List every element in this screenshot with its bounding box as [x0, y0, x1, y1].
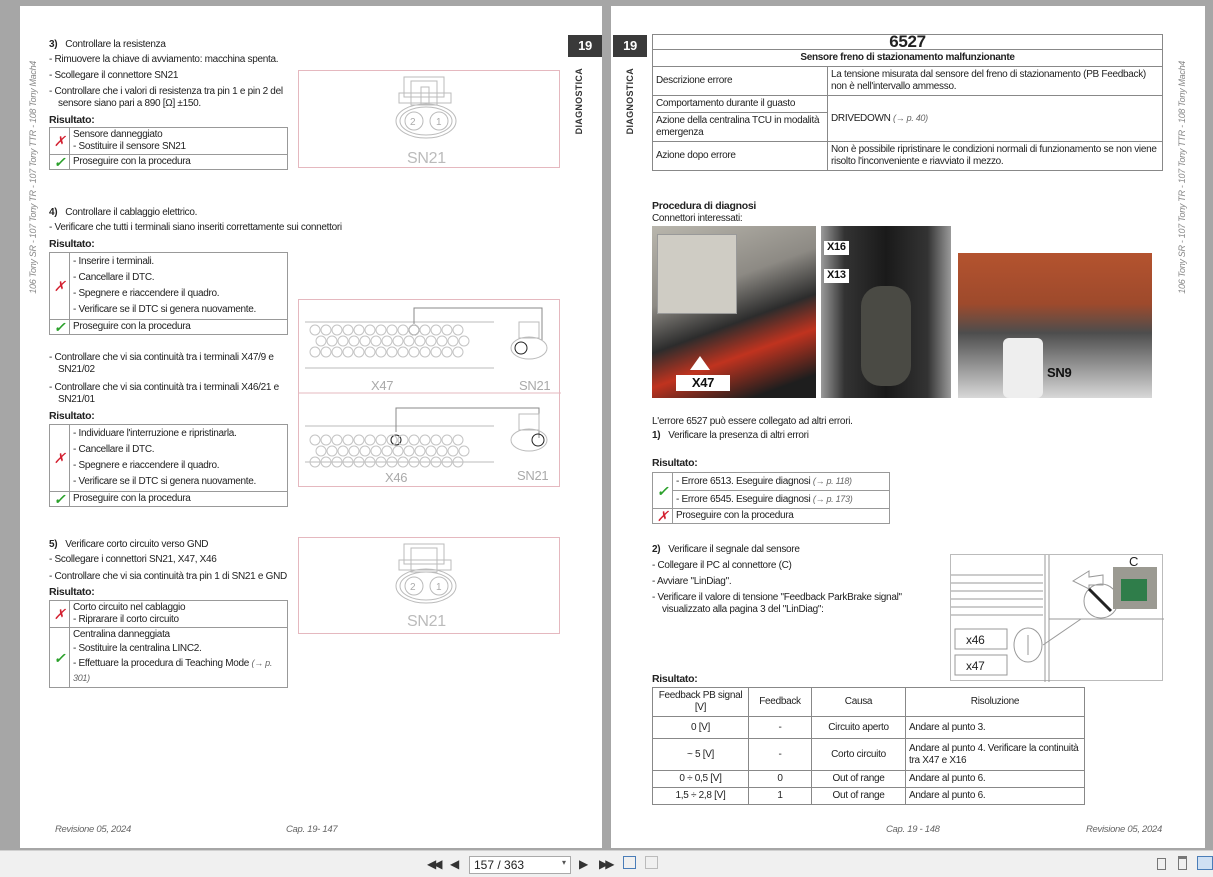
row-label: Azione della centralina TCU in modalità emergenza: [653, 113, 828, 142]
fail-item: - Cancellare il DTC.: [73, 270, 284, 286]
svg-text:2: 2: [410, 582, 416, 593]
row-label: Azione dopo errore: [653, 142, 828, 171]
two-page-icon[interactable]: [1197, 856, 1213, 870]
fail-item: - Individuare l'interruzione e ripristinarla.: [73, 426, 284, 442]
step-4-item: - Verificare che tutti i terminali siano inseriti correttamente sui connettori: [49, 222, 342, 234]
fail-item: - Spegnere e riaccendere il quadro.: [73, 286, 284, 302]
signal-result-table: [652, 687, 1085, 805]
left-page: [20, 6, 602, 848]
error-code: 6527: [653, 35, 1163, 50]
cell: Circuito aperto: [812, 717, 906, 739]
cell: -: [749, 739, 812, 771]
page-ref-link[interactable]: (→ p. 301): [73, 658, 273, 683]
prev-page-icon[interactable]: ◀: [450, 857, 460, 871]
page-ref-link[interactable]: (→ p. 118): [812, 476, 852, 486]
col-header: Feedback PB signal [V]: [653, 688, 749, 717]
cell: 0 ÷ 0,5 [V]: [653, 771, 749, 788]
fail-item: - Verificare se il DTC si genera nuovamente.: [73, 302, 284, 318]
connectors-label: Connettori interessati:: [652, 213, 743, 224]
step-2-item: - Collegare il PC al connettore (C): [652, 560, 792, 572]
result-label: Risultato:: [49, 410, 95, 422]
chapter-tab-number: 19: [568, 35, 602, 57]
photo-x47-connector: [652, 226, 816, 398]
fail-item: - Verificare se il DTC si genera nuovamente.: [73, 474, 284, 490]
cell: Andare al punto 6.: [906, 771, 1085, 788]
ok-text: Proseguire con la procedura: [70, 492, 288, 507]
ok-check-icon: ✓: [653, 473, 673, 509]
fail-item: - Cancellare il DTC.: [73, 442, 284, 458]
col-header: Causa: [812, 688, 906, 717]
fail-text: Proseguire con la procedura: [673, 509, 890, 524]
result-table-step3: [49, 127, 288, 170]
svg-text:x46: x46: [966, 633, 985, 647]
page-ref-link[interactable]: (→ p. 173): [812, 494, 853, 504]
ok-item: - Errore 6545. Eseguire diagnosi (→ p. 173): [676, 494, 852, 505]
cell: 0: [749, 771, 812, 788]
label-sn9: SN9: [1047, 365, 1072, 380]
first-page-icon[interactable]: ◀◀: [427, 857, 440, 871]
step-4-item: - Controllare che vi sia continuità tra i terminali X46/21 e SN21/01: [49, 382, 293, 406]
sn21-connector-figure: [298, 70, 560, 168]
svg-text:SN21: SN21: [407, 613, 446, 630]
photo-x16-x13-connectors: [821, 226, 951, 398]
row-value: La tensione misurata dal sensore del freno di stazionamento (PB Feedback) non è nell'intervallo ammesso.: [828, 67, 1163, 96]
col-header: Feedback: [749, 688, 812, 717]
svg-text:1: 1: [436, 582, 442, 593]
step-1-title: 1) Verificare la presenza di altri errori: [652, 430, 809, 441]
result-table-step4b: [49, 424, 288, 507]
step-3-item: - Rimuovere la chiave di avviamento: macchina spenta.: [49, 54, 278, 66]
fail-x-icon: ✗: [50, 601, 70, 628]
last-page-icon[interactable]: ▶▶: [599, 857, 612, 871]
cell: Out of range: [812, 771, 906, 788]
result-label: Risultato:: [49, 238, 95, 250]
fail-item: - Sostituire il sensore SN21: [73, 141, 284, 153]
svg-text:2: 2: [410, 117, 416, 128]
row-value: DRIVEDOWN (→ p. 40): [828, 96, 1163, 142]
chapter-tab-label: DIAGNOSTICA: [625, 68, 635, 135]
cell: 1: [749, 788, 812, 805]
chapter-tab-label: DIAGNOSTICA: [574, 68, 584, 135]
cell: -: [749, 717, 812, 739]
result-table-step5: [49, 600, 288, 688]
footer-page-number: Cap. 19- 147: [286, 824, 338, 835]
svg-text:SN21: SN21: [407, 150, 446, 167]
label-x47: X47: [676, 375, 730, 391]
fail-title: Sensore danneggiato: [73, 129, 163, 140]
ok-item: - Sostituire la centralina LINC2.: [73, 641, 284, 656]
sn21-connector-figure-2: [298, 537, 560, 634]
ok-item: - Errore 6513. Eseguire diagnosi (→ p. 118): [676, 476, 852, 487]
ok-text: Proseguire con la procedura: [70, 155, 288, 170]
step-3-title: 3) Controllare la resistenza: [49, 39, 166, 50]
step-4-item: - Controllare che vi sia continuità tra i terminali X47/9 e SN21/02: [49, 352, 293, 376]
ok-check-icon: ✓: [50, 320, 70, 335]
svg-text:x47: x47: [966, 659, 985, 673]
fit-page-icon[interactable]: [623, 856, 636, 869]
cell: Andare al punto 3.: [906, 717, 1085, 739]
cell: 0 [V]: [653, 717, 749, 739]
result-table-step4: [49, 252, 288, 335]
ok-check-icon: ✓: [50, 628, 70, 688]
fit-width-icon[interactable]: [645, 856, 658, 869]
cell: Andare al punto 6.: [906, 788, 1085, 805]
next-page-icon[interactable]: ▶: [579, 857, 589, 871]
table-row: [653, 739, 1085, 771]
svg-text:SN21: SN21: [517, 468, 549, 483]
row-value: Non è possibile ripristinare le condizioni normali di funzionamento se non viene risolto l'inconveniente e riavviato il mezzo.: [828, 142, 1163, 171]
svg-text:X47: X47: [371, 378, 394, 393]
page-dropdown-chevron-icon[interactable]: ▾: [561, 858, 566, 867]
step-4-title: 4) Controllare il cablaggio elettrico.: [49, 207, 198, 218]
fail-x-icon: ✗: [50, 253, 70, 320]
error-info-table: [652, 34, 1163, 171]
step-5-item: - Controllare che vi sia continuità tra pin 1 di SN21 e GND: [49, 571, 287, 583]
continuous-page-icon[interactable]: [1178, 856, 1187, 870]
chapter-tab-number: 19: [613, 35, 647, 57]
step-3-item: - Controllare che i valori di resistenza tra pin 1 e pin 2 del sensore siano pari a 890 [Ω] ±150.: [49, 86, 294, 110]
cell: Out of range: [812, 788, 906, 805]
step-2-title: 2) Verificare il segnale dal sensore: [652, 544, 800, 555]
step-2-item: - Verificare il valore di tensione "Feedback ParkBrake signal" visualizzato alla pagina 3 del "LinDiag":: [652, 592, 942, 616]
page-number-input[interactable]: 157 / 363 ▾: [469, 856, 571, 874]
table-row: [653, 771, 1085, 788]
fail-item: - Riprarare il corto circuito: [73, 614, 284, 626]
svg-text:X46: X46: [385, 470, 408, 485]
diagnostic-port-figure: [950, 554, 1163, 681]
right-page: [611, 6, 1205, 848]
ok-item: - Effettuare la procedura di Teaching Mode (→ p. 301): [73, 656, 284, 686]
result-label: Risultato:: [652, 457, 698, 469]
result-label: Risultato:: [652, 673, 698, 685]
fail-item: - Inserire i terminali.: [73, 254, 284, 270]
table-row: [653, 788, 1085, 805]
ok-check-icon: ✓: [50, 492, 70, 507]
ok-title: Centralina danneggiata: [73, 629, 170, 640]
footer-revision: Revisione 05, 2024: [1086, 824, 1162, 835]
fail-x-icon: ✗: [653, 509, 673, 524]
step-5-item: - Scollegare i connettori SN21, X47, X46: [49, 554, 217, 566]
fail-x-icon: ✗: [50, 425, 70, 492]
step-5-title: 5) Verificare corto circuito verso GND: [49, 539, 209, 550]
intro-text: L'errore 6527 può essere collegato ad altri errori.: [652, 416, 853, 427]
cell: Corto circuito: [812, 739, 906, 771]
viewer-toolbar: [0, 850, 1213, 877]
footer-page-number: Cap. 19 - 148: [886, 824, 940, 835]
svg-text:SN21: SN21: [519, 378, 551, 393]
cell: Andare al punto 4. Verificare la continuità tra X47 e X16: [906, 739, 1085, 771]
fail-item: - Spegnere e riaccendere il quadro.: [73, 458, 284, 474]
col-header: Risoluzione: [906, 688, 1085, 717]
ok-check-icon: ✓: [50, 155, 70, 170]
result-label: Risultato:: [49, 114, 95, 126]
footer-revision: Revisione 05, 2024: [55, 824, 131, 835]
page-ref-link[interactable]: (→ p. 40): [893, 113, 928, 123]
fail-title: Corto circuito nel cablaggio: [73, 602, 186, 613]
row-label: Comportamento durante il guasto: [653, 96, 828, 113]
model-side-text: 106 Tony SR - 107 Tony TR - 107 Tony TTR - 108 Tony Mach4: [1177, 61, 1187, 294]
svg-text:C: C: [1129, 555, 1139, 569]
single-page-icon[interactable]: [1157, 858, 1166, 870]
procedure-title: Procedura di diagnosi: [652, 200, 756, 212]
label-x13: X13: [824, 269, 849, 283]
error-title: Sensore freno di stazionamento malfunzionante: [653, 50, 1163, 67]
svg-text:1: 1: [436, 117, 442, 128]
step-3-item: - Scollegare il connettore SN21: [49, 70, 178, 82]
result-table-step1: [652, 472, 890, 524]
photo-sn9-sensor: [958, 253, 1152, 398]
step-2-item: - Avviare "LinDiag".: [652, 576, 731, 588]
result-label: Risultato:: [49, 586, 95, 598]
ok-text: Proseguire con la procedura: [70, 320, 288, 335]
table-row: [653, 717, 1085, 739]
cell: 1,5 ÷ 2,8 [V]: [653, 788, 749, 805]
cell: ~ 5 [V]: [653, 739, 749, 771]
fail-x-icon: ✗: [50, 128, 70, 155]
row-label: Descrizione errore: [653, 67, 828, 96]
model-side-text: 106 Tony SR - 107 Tony TR - 107 Tony TTR - 108 Tony Mach4: [28, 61, 38, 294]
label-x16: X16: [824, 241, 849, 255]
x47-x46-wiring-figure: [298, 299, 560, 487]
